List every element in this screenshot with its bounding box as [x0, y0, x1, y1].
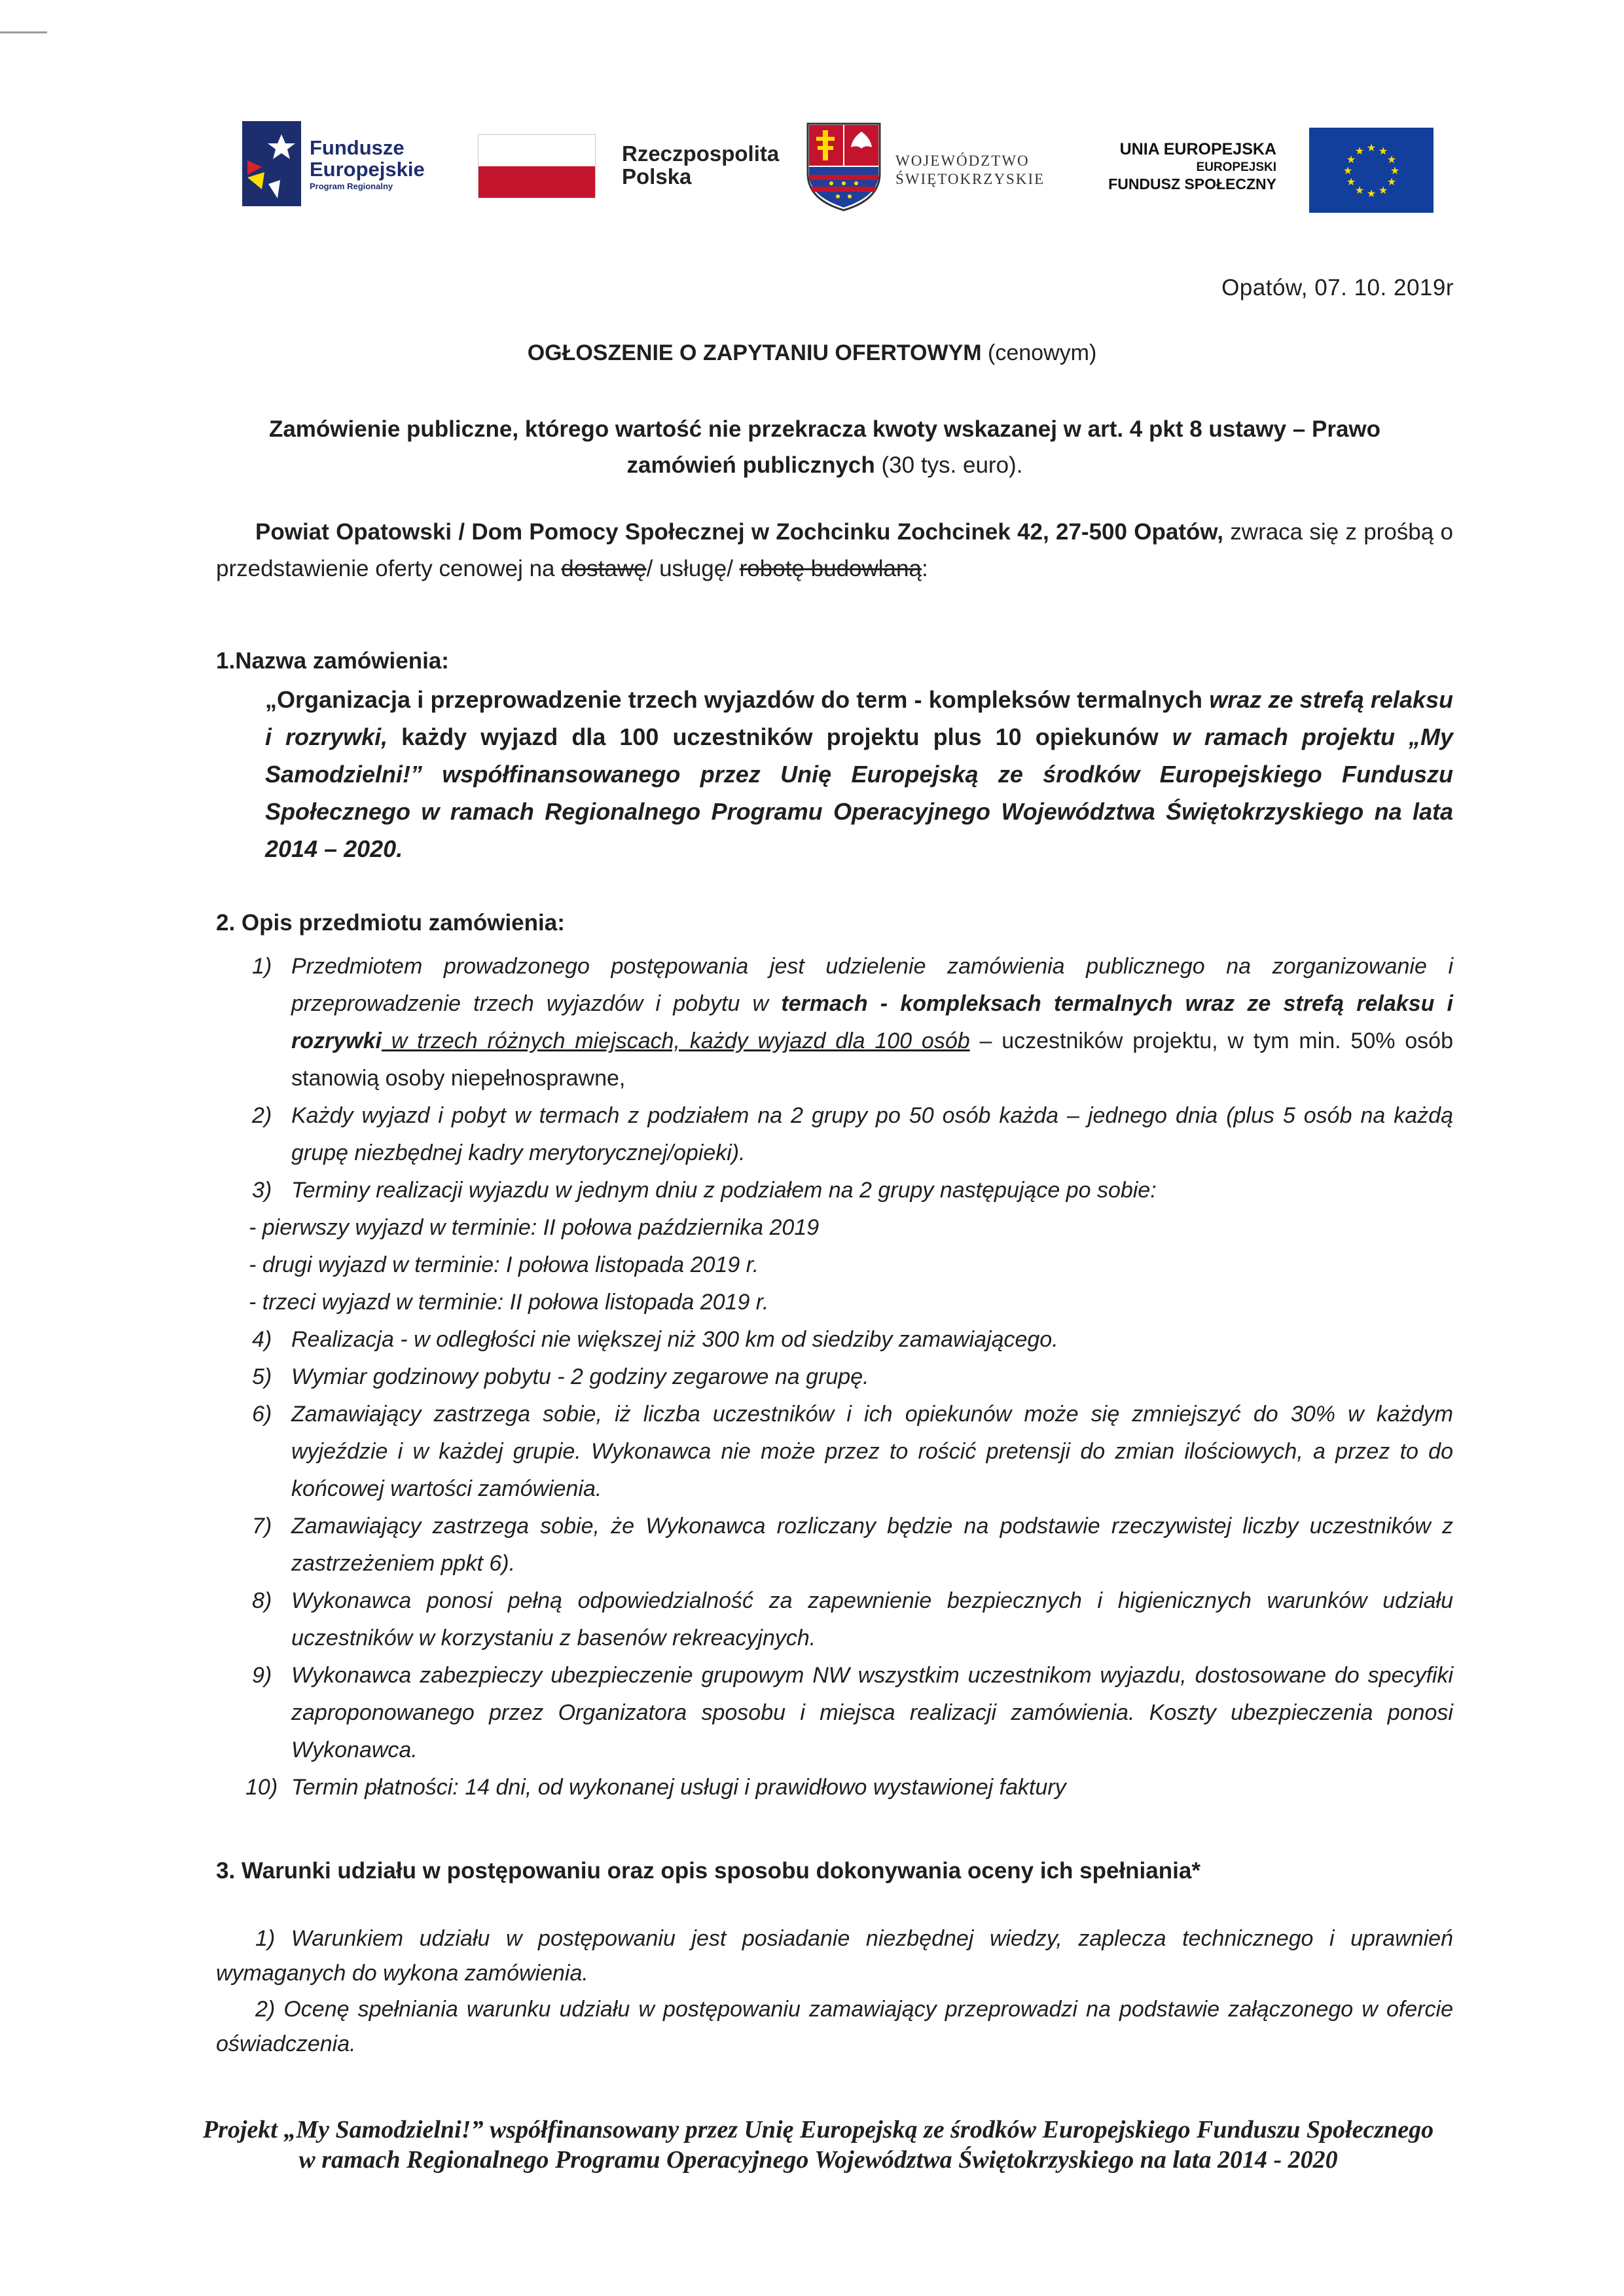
intro-line2 — [249, 447, 1401, 483]
list-item — [252, 1097, 1453, 1172]
fe-line2: Europejskie — [310, 157, 425, 181]
item-number: 9) — [252, 1663, 272, 1688]
title-suffix: (cenowym) — [988, 340, 1097, 365]
ws-line1: WOJEWÓDZTWO — [895, 153, 1030, 169]
item-number: 7) — [252, 1514, 272, 1539]
term-line-3: - trzeci wyjazd w terminie: II połowa listopada 2019 r. — [249, 1290, 769, 1315]
list-item — [252, 1321, 1453, 1358]
section1-heading: 1.Nazwa zamówienia: — [216, 648, 449, 674]
requester-text2: / usługę/ — [646, 556, 740, 581]
svg-text:★: ★ — [1386, 153, 1397, 166]
list-item — [252, 1172, 1453, 1209]
item2-text: Każdy wyjazd i pobyt w termach z podziałem na 2 grupy po 50 osób każda – jednego dnia (plus 5 osób na każdą grupę niezbędnej kadry merytorycznej/opieki). — [291, 1103, 1453, 1165]
item10-text: Termin płatności: 14 dni, od wykonanej usługi i prawidłowo wystawionej faktury — [291, 1775, 1066, 1800]
svg-text:★: ★ — [1346, 153, 1356, 166]
svg-text:★: ★ — [1366, 187, 1377, 200]
section1-body — [265, 681, 1453, 867]
unia-europejska-logo — [1090, 128, 1434, 213]
polish-flag-icon — [478, 134, 596, 198]
item8-text: Wykonawca ponosi pełną odpowiedzialność za zapewnienie bezpiecznych i higienicznych warunków udziału uczestników w korzystaniu z basenów rekreacyjnych. — [291, 1588, 1453, 1650]
requester-text3: : — [921, 556, 928, 581]
eu-flag-icon — [1309, 128, 1434, 213]
svg-text:★: ★ — [1378, 184, 1388, 196]
requester-paragraph — [216, 514, 1453, 587]
struck-option-construction: robotę budowlaną — [739, 556, 922, 581]
document-title — [0, 340, 1624, 366]
section2-list — [245, 948, 1454, 1806]
item-number: 5) — [252, 1364, 272, 1389]
item-number: 6) — [252, 1402, 272, 1427]
item5-text: Wymiar godzinowy pobytu - 2 godziny zegarowe na grupę. — [291, 1364, 869, 1389]
coat-of-arms-icon — [805, 121, 882, 213]
svg-text:★: ★ — [1354, 184, 1365, 196]
item-number: 10) — [245, 1775, 278, 1800]
item7-text: Zamawiający zastrzega sobie, że Wykonawca rozliczany będzie na podstawie rzeczywistej liczby uczestników z zastrzeżeniem ppkt 6). — [291, 1514, 1453, 1576]
rp-line1: Rzeczpospolita — [622, 141, 780, 166]
intro-line2-bold: zamówień publicznych — [626, 452, 875, 478]
ws-line2: ŚWIĘTOKRZYSKIE — [895, 170, 1045, 187]
term-line-2: - drugi wyjazd w terminie: I połowa listopada 2019 r. — [249, 1252, 759, 1277]
item1-text-a: Przedmiotem prowadzonego postępowania jest udzielenie zamówienia publicznego na zorganizowanie i przeprowadzenie trzech wyjazdów i pobytu w — [291, 954, 1453, 1016]
section3-heading: 3. Warunki udziału w postępowaniu oraz opis sposobu dokonywania oceny ich spełniania* — [216, 1858, 1200, 1884]
section3-body — [216, 1922, 1453, 2063]
s1-quote-part3: każdy wyjazd dla 100 uczestników projektu plus 10 opiekunów — [388, 723, 1159, 750]
svg-text:★: ★ — [1343, 164, 1353, 177]
item1-text-c: w trzech różnych miejscach, każdy wyjazd dla 100 osób — [381, 1029, 970, 1053]
item-number: 4) — [252, 1327, 272, 1352]
item-number: 3) — [252, 1178, 272, 1203]
logo-bar — [242, 121, 1434, 219]
rzeczpospolita-polska-logo — [478, 131, 779, 203]
fundusze-europejskie-icon — [242, 121, 301, 206]
intro-line2-light: (30 tys. euro). — [881, 452, 1023, 478]
list-item — [252, 948, 1453, 1097]
svg-text:★: ★ — [1390, 164, 1400, 177]
list-item — [252, 1657, 1453, 1769]
item9-text: Wykonawca zabezpieczy ubezpieczenie grupowym NW wszystkim uczestnikom wyjazdu, dostosowane do specyfiki zaproponowanego przez Organizatora sposobu i miejsca realizacji zamówienia. Koszty ubezpieczenia ponosi Wykonawca. — [291, 1663, 1453, 1762]
item6-text: Zamawiający zastrzega sobie, iż liczba uczestników i ich opiekunów może się zmniejszyć do 30% w każdym wyjeździe i w każdej grupie. Wykonawca nie może przez to rościć pretensji do zmian ilościowych, a przez to do końcowej wartości zamówienia. — [291, 1402, 1453, 1501]
svg-text:★: ★ — [1378, 145, 1388, 157]
scan-edge-mark — [0, 31, 47, 33]
item3-text: Terminy realizacji wyjazdu w jednym dniu z podziałem na 2 grupy następujące po sobie: — [291, 1178, 1157, 1203]
wojewodztwo-swietokrzyskie-logo — [805, 121, 1113, 216]
s1-quote-part1: „Organizacja i przeprowadzenie trzech wyjazdów do term - kompleksów termalnych — [265, 686, 1203, 713]
requester-name: Powiat Opatowski / Dom Pomocy Społecznej w Zochcinku Zochcinek 42, 27-500 Opatów, — [255, 519, 1224, 545]
svg-text:★: ★ — [1346, 175, 1356, 188]
s1-quote-part5: współfinansowanego przez Unię Europejską ze środków Europejskiego Funduszu Społecznego w ramach Regionalnego Programu Operacyjnego Województwa Świętokrzyskiego na lata 2014 – 2020. — [265, 761, 1453, 862]
ue-line1: UNIA EUROPEJSKA — [1119, 140, 1276, 158]
svg-text:★: ★ — [1354, 145, 1365, 157]
item1-text-d: – uczestników projektu, w tym min. 50% osób stanowią osoby niepełnosprawne, — [291, 1029, 1454, 1091]
item-number: 1) — [252, 954, 272, 979]
intro-block — [249, 411, 1401, 483]
section2-heading: 2. Opis przedmiotu zamówienia: — [216, 910, 565, 936]
rp-line2: Polska — [622, 164, 692, 189]
fundusze-europejskie-logo — [242, 121, 439, 206]
fe-line3: Program Regionalny — [310, 181, 393, 192]
ue-line3: FUNDUSZ SPOŁECZNY — [1108, 175, 1276, 192]
term-line-1: - pierwszy wyjazd w terminie: II połowa października 2019 — [249, 1215, 820, 1240]
section3-paragraph-2: 2) Ocenę spełniania warunku udziału w postępowaniu zamawiający przeprowadzi na podstawie załączonego w ofercie oświadczenia. — [216, 1997, 1453, 2056]
s1-quote-part4: w ramach projektu „My Samodzielni!” — [265, 723, 1454, 788]
list-item — [252, 1396, 1453, 1508]
struck-option-delivery: dostawę — [561, 556, 647, 581]
item-number: 8) — [252, 1588, 272, 1613]
item4-text: Realizacja - w odległości nie większej niż 300 km od siedziby zamawiającego. — [291, 1327, 1058, 1352]
svg-text:★: ★ — [1366, 141, 1377, 154]
title-main: OGŁOSZENIE O ZAPYTANIU OFERTOWYM — [527, 340, 982, 365]
list-item — [252, 1358, 1453, 1396]
item-number: 2) — [252, 1103, 272, 1128]
list-item — [252, 1508, 1453, 1582]
list-item — [252, 1582, 1453, 1657]
section3-paragraph-1: 1) Warunkiem udziału w postępowaniu jest posiadanie niezbędnej wiedzy, zaplecza technicznego i uprawnień wymaganych do wykona zamówienia. — [216, 1926, 1453, 1986]
svg-text:★: ★ — [1386, 175, 1397, 188]
intro-line1: Zamówienie publiczne, którego wartość nie przekracza kwoty wskazanej w art. 4 pkt 8 ustawy – Prawo — [268, 416, 1381, 442]
list-item — [245, 1769, 1453, 1806]
s1-quote-part2: wraz ze strefą relaksu i rozrywki, — [265, 686, 1453, 750]
ue-line2: EUROPEJSKI — [1196, 160, 1276, 174]
item1-text-b: termach - kompleksach termalnych wraz ze strefą relaksu i rozrywki — [291, 991, 1453, 1053]
document-date: Opatów, 07. 10. 2019r — [1221, 275, 1454, 301]
fe-line1: Fundusze — [310, 136, 405, 159]
project-footer: Projekt „My Samodzielni!” współfinansowany przez Unię Europejską ze środków Europejskiego Funduszu Społecznego w ramach Regionalnego Programu Operacyjnego Województwa Świętokrzyskiego na lata 2014 - 2020 — [202, 2116, 1434, 2174]
requester-text1: zwraca się z prośbą o przedstawienie oferty cenowej na — [216, 519, 1453, 581]
